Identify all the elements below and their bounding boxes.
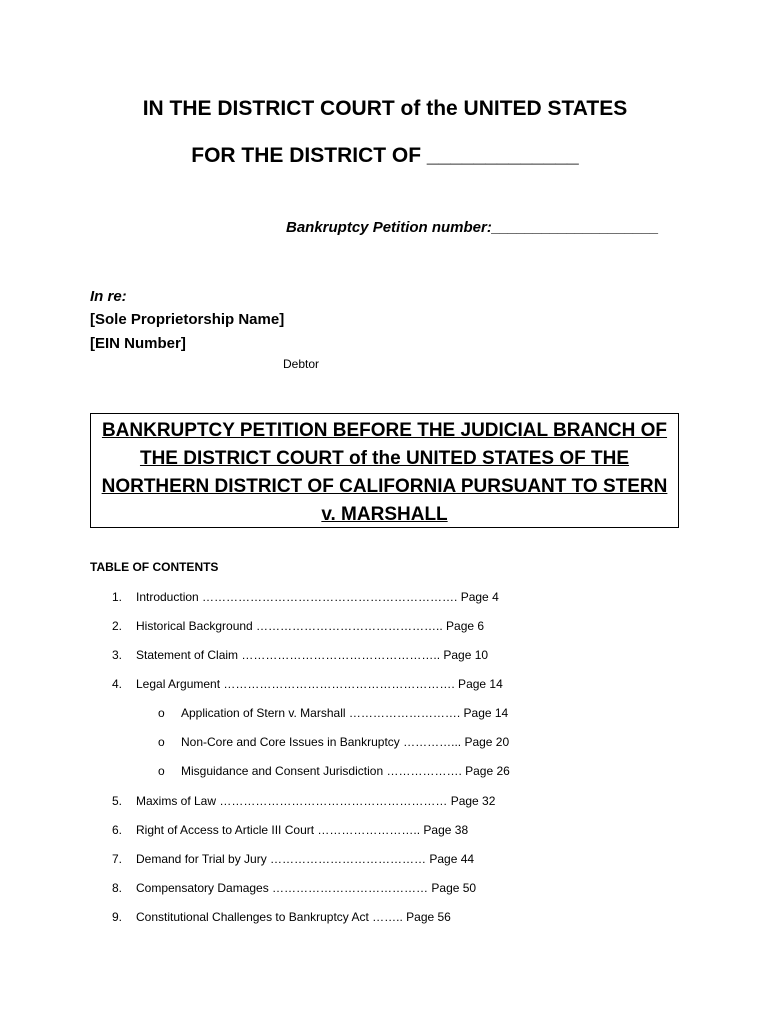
toc-item-number: 9. bbox=[111, 910, 122, 924]
toc-subitem-text: Non-Core and Core Issues in Bankruptcy …………... Page 20 bbox=[181, 735, 510, 749]
toc-item-number: 8. bbox=[111, 881, 122, 895]
toc-item-number: 5. bbox=[111, 794, 122, 808]
caption-box bbox=[90, 413, 679, 528]
toc-item-text: Historical Background ……………………………………….. Page 6 bbox=[136, 619, 485, 633]
toc-subitem-text: Misguidance and Consent Jurisdiction ………………. Page 26 bbox=[181, 764, 510, 778]
court-title: IN THE DISTRICT COURT of the UNITED STATES bbox=[142, 97, 628, 120]
toc-item-text: Maxims of Law ………………………………………………… Page 32 bbox=[136, 794, 496, 808]
toc-item-text: Statement of Claim ………………………………………….. Page 10 bbox=[136, 648, 489, 662]
toc-item-number: 4. bbox=[111, 677, 122, 691]
toc-item-text: Demand for Trial by Jury ………………………………… Page 44 bbox=[136, 852, 475, 866]
caption-line-2: THE DISTRICT COURT of the UNITED STATES OF THE bbox=[139, 448, 630, 469]
caption-line-1: BANKRUPTCY PETITION BEFORE THE JUDICIAL BRANCH OF bbox=[101, 420, 668, 441]
bullet-marker: o bbox=[158, 706, 165, 720]
toc-item-text: Legal Argument …………………………………………………. Page 14 bbox=[136, 677, 503, 691]
caption-line-3: NORTHERN DISTRICT OF CALIFORNIA PURSUANT TO STERN bbox=[101, 476, 668, 497]
toc-item-text: Constitutional Challenges to Bankruptcy Act …….. Page 56 bbox=[136, 910, 451, 924]
district-line: FOR THE DISTRICT OF _____________ bbox=[191, 144, 579, 167]
debtor-role: Debtor bbox=[283, 357, 320, 371]
toc-item-number: 7. bbox=[111, 852, 122, 866]
toc-subitem-text: Application of Stern v. Marshall ………………………. Page 14 bbox=[181, 706, 509, 720]
debtor-ein: [EIN Number] bbox=[90, 335, 186, 352]
bullet-marker: o bbox=[158, 735, 165, 749]
toc-item-text: Right of Access to Article III Court …………………….. Page 38 bbox=[136, 823, 469, 837]
toc-item-number: 2. bbox=[111, 619, 122, 633]
bullet-marker: o bbox=[158, 764, 165, 778]
petition-number: Bankruptcy Petition number:____________________ bbox=[286, 219, 659, 236]
toc-item-text: Compensatory Damages ………………………………… Page 50 bbox=[136, 881, 477, 895]
toc-title: TABLE OF CONTENTS bbox=[90, 560, 219, 574]
debtor-name: [Sole Proprietorship Name] bbox=[90, 311, 285, 328]
in-re-label: In re: bbox=[90, 288, 127, 305]
toc-item-number: 1. bbox=[111, 590, 122, 604]
toc-item-number: 6. bbox=[111, 823, 122, 837]
toc-item-number: 3. bbox=[111, 648, 122, 662]
toc-item-text: Introduction ………………………………………………………. Page 4 bbox=[136, 590, 499, 604]
caption-line-4: v. MARSHALL bbox=[321, 504, 448, 525]
